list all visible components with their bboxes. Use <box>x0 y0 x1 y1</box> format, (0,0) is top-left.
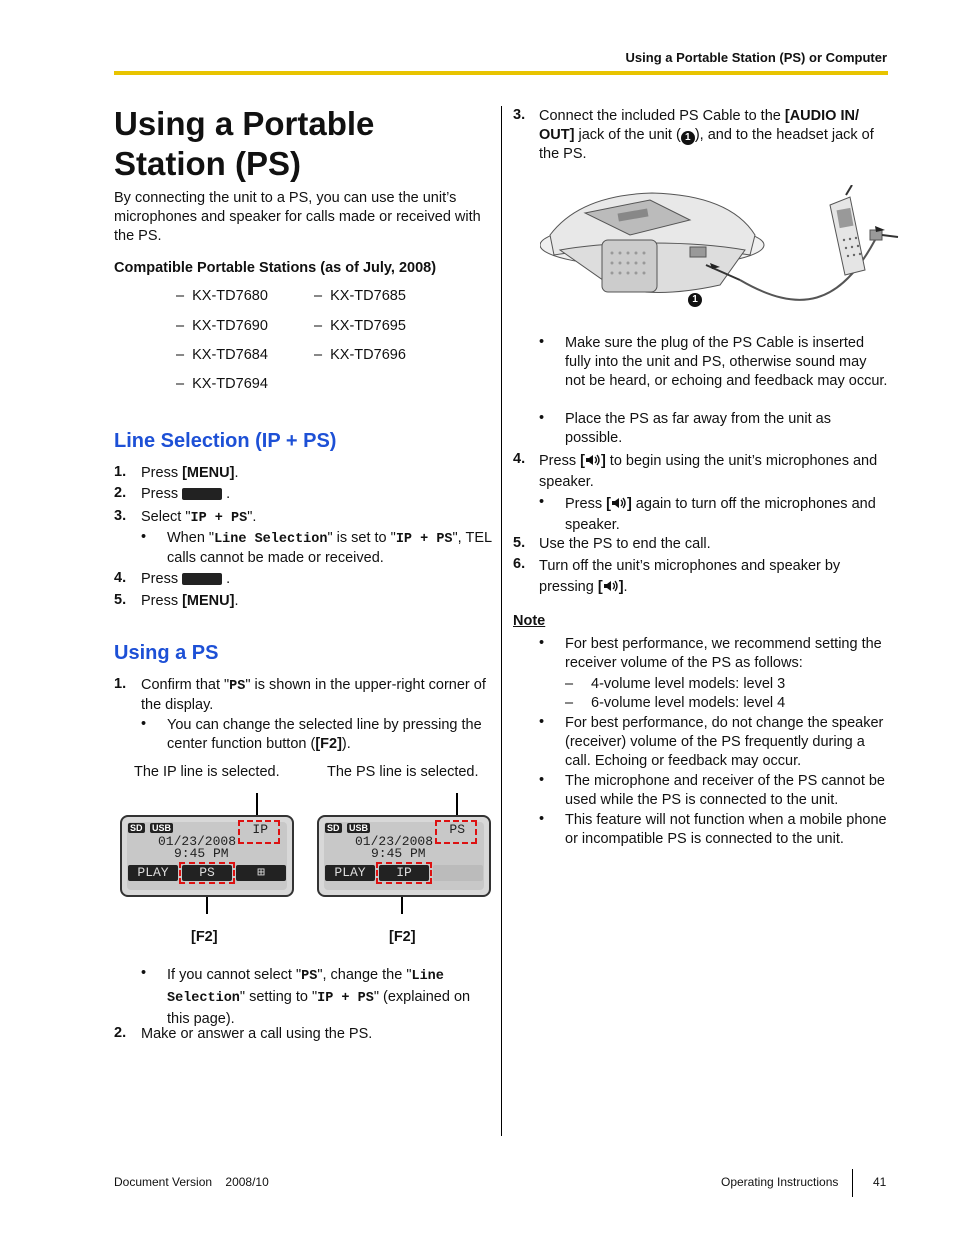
ps-connection-illustration <box>540 185 910 310</box>
step-text: Make or answer a call using the PS. <box>141 1026 373 1042</box>
bullet-dot: • <box>539 635 545 651</box>
soft-key-icon <box>182 573 222 585</box>
bullet-text: Place the PS as far away from the unit as possible. <box>565 411 831 446</box>
bullet-text: When "Line Selection" is set to "IP + PS", TEL calls cannot be made or received. <box>167 530 492 566</box>
model-item: – KX-TD7690 <box>176 318 268 334</box>
footer-label: Operating Instructions <box>721 1175 839 1189</box>
bullet-text: Press [ ] again to turn off the microphones and speaker. <box>565 496 876 533</box>
bullet-dot: • <box>539 494 545 510</box>
model-item: – KX-TD7685 <box>314 288 406 304</box>
softkey-play: PLAY <box>325 865 375 881</box>
step-text: Use the PS to end the call. <box>539 536 711 552</box>
page-number: 41 <box>873 1175 887 1189</box>
step-number: 4. <box>114 570 127 586</box>
step-number: 2. <box>114 485 127 501</box>
step-text: Press . <box>141 571 231 587</box>
bullet-text: This feature will not function when a mobile phone or incompatible PS is connected to the unit. <box>565 812 887 847</box>
line-selection-heading: Line Selection (IP + PS) <box>114 430 337 452</box>
model-item: – KX-TD7695 <box>314 318 406 334</box>
phonebook-icon: ⊞ <box>236 865 286 881</box>
step-text: Turn off the unit’s microphones and speaker by pressing [ ]. <box>539 558 841 595</box>
highlight-box <box>238 820 280 844</box>
speakerphone-icon <box>611 496 627 510</box>
line-indicator: IP <box>252 822 268 837</box>
sub-item: – 6-volume level models: level 4 <box>565 695 786 711</box>
bullet-text: For best performance, we recommend setting the receiver volume of the PS as follows: <box>565 636 882 671</box>
sub-item: – 4-volume level models: level 3 <box>565 676 786 692</box>
step-number: 4. <box>513 451 526 467</box>
sd-icon: SD <box>327 823 340 833</box>
softkey-f2: IP <box>379 865 429 881</box>
softkey-play: PLAY <box>128 865 178 881</box>
highlight-box <box>376 862 432 884</box>
lcd-display-ps <box>317 815 491 897</box>
running-title: Using a Portable Station (PS) or Computer <box>625 50 887 65</box>
callout-marker: 1 <box>681 131 695 145</box>
step-number: 1. <box>114 464 127 480</box>
step-text: Press . <box>141 486 231 502</box>
f2-label: [F2] <box>389 929 416 945</box>
date-readout: 01/23/2008 <box>355 834 434 849</box>
bullet-dot: • <box>539 772 545 788</box>
figure-caption-left: The IP line is selected. <box>134 764 280 780</box>
step-number: 2. <box>114 1025 127 1041</box>
callout-marker: 1 <box>688 288 702 307</box>
bullet-dot: • <box>539 334 545 350</box>
step-text: Press [MENU]. <box>141 465 239 481</box>
bullet-dot: • <box>141 965 147 981</box>
footer-divider <box>852 1169 853 1197</box>
speakerphone-icon <box>603 579 619 593</box>
step-text: Select "IP + PS". <box>141 509 257 526</box>
footer-doc-version: Document Version 2008/10 <box>114 1175 269 1189</box>
step-text: Press [ ] to begin using the unit’s microphones and speaker. <box>539 453 878 490</box>
step-number: 1. <box>114 676 127 692</box>
date-readout: 01/23/2008 <box>158 834 237 849</box>
line-indicator: PS <box>449 822 465 837</box>
step-number: 3. <box>513 107 526 123</box>
step-number: 5. <box>513 535 526 551</box>
header-rule <box>114 71 888 75</box>
time-readout: 9:45 PM <box>371 846 426 861</box>
bullet-text: The microphone and receiver of the PS cannot be used while the PS is connected to the unit. <box>565 773 885 808</box>
note-heading: Note <box>513 613 546 629</box>
step-number: 5. <box>114 592 127 608</box>
sd-icon: SD <box>130 823 143 833</box>
compatible-heading: Compatible Portable Stations (as of July, 2008) <box>114 260 437 276</box>
figure-caption-right: The PS line is selected. <box>327 764 479 780</box>
using-ps-heading: Using a PS <box>114 642 219 664</box>
bullet-dot: • <box>141 529 147 545</box>
step-number: 3. <box>114 508 127 524</box>
bullet-text: If you cannot select "PS", change the "Line Selection" setting to "IP + PS" (explained on this page). <box>167 967 471 1027</box>
step-text: Confirm that "PS" is shown in the upper-right corner of the display. <box>141 677 486 713</box>
model-item: – KX-TD7694 <box>176 376 268 392</box>
blank-softkey <box>433 865 483 881</box>
model-item: – KX-TD7696 <box>314 347 406 363</box>
usb-icon: USB <box>349 823 369 833</box>
bullet-text: Make sure the plug of the PS Cable is inserted fully into the unit and PS, otherwise sound may not be heard, or echoing and feedback may occur. <box>565 335 888 389</box>
bullet-text: For best performance, do not change the speaker (receiver) volume of the PS frequently during a call. Echoing or feedback may occur. <box>565 715 884 769</box>
bullet-dot: • <box>539 714 545 730</box>
highlight-box <box>435 820 477 844</box>
usb-icon: USB <box>152 823 172 833</box>
step-text: Press [MENU]. <box>141 593 239 609</box>
soft-key-icon <box>182 488 222 500</box>
softkey-f2: PS <box>182 865 232 881</box>
lcd-display-ip <box>120 815 294 897</box>
column-divider <box>501 106 502 1136</box>
bullet-dot: • <box>141 716 147 732</box>
speakerphone-icon <box>585 453 601 467</box>
bullet-dot: • <box>539 410 545 426</box>
intro-paragraph: By connecting the unit to a PS, you can use the unit’s microphones and speaker for calls made or received with the PS. <box>114 190 481 244</box>
bullet-dot: • <box>539 811 545 827</box>
highlight-box <box>179 862 235 884</box>
f2-label: [F2] <box>191 929 218 945</box>
model-item: – KX-TD7680 <box>176 288 268 304</box>
page-title: Using a Portable Station (PS) <box>114 105 375 182</box>
step-number: 6. <box>513 556 526 572</box>
time-readout: 9:45 PM <box>174 846 229 861</box>
step-text: Connect the included PS Cable to the [AUDIO IN/ OUT] jack of the unit ( 1 ), and to the headset jack of the PS. <box>539 108 874 162</box>
bullet-text: You can change the selected line by pressing the center function button ([F2]). <box>167 717 482 752</box>
model-item: – KX-TD7684 <box>176 347 268 363</box>
